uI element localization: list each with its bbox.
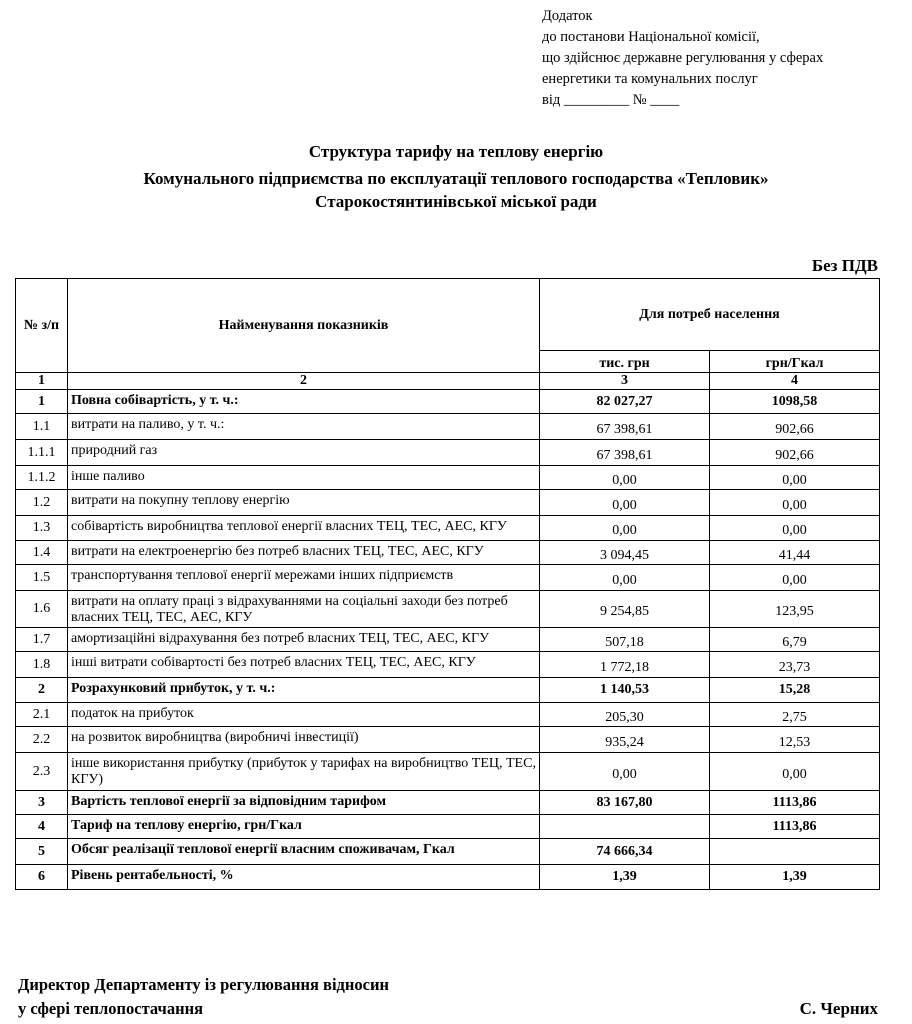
table-row	[16, 390, 880, 414]
row-name: витрати на електроенергію без потреб власних ТЕЦ, ТЕС, АЕС, КГУ	[68, 541, 540, 565]
row-number: 1.1.1	[16, 440, 68, 466]
row-number: 2.1	[16, 703, 68, 727]
row-value-uah-per-gcal: 902,66	[710, 440, 880, 466]
row-number: 1.7	[16, 628, 68, 652]
row-value-uah-per-gcal: 1098,58	[710, 390, 880, 414]
header-number: № з/п	[16, 279, 68, 373]
row-number: 1.1.2	[16, 466, 68, 490]
row-value-uah-per-gcal: 1113,86	[710, 791, 880, 815]
tariff-table	[15, 278, 880, 890]
column-number-2: 2	[68, 373, 540, 390]
row-number: 5	[16, 839, 68, 865]
table-row	[16, 753, 880, 791]
annex-line: Додаток	[542, 8, 593, 24]
row-name: Обсяг реалізації теплової енергії власним споживачам, Гкал	[68, 839, 540, 865]
row-value-uah-per-gcal: 0,00	[710, 466, 880, 490]
row-name: Рівень рентабельності, %	[68, 865, 540, 890]
row-name: Вартість теплової енергії за відповідним тарифом	[68, 791, 540, 815]
row-number: 4	[16, 815, 68, 839]
row-number: 1	[16, 390, 68, 414]
row-value-uah-per-gcal: 0,00	[710, 516, 880, 541]
row-name: податок на прибуток	[68, 703, 540, 727]
row-name: інше паливо	[68, 466, 540, 490]
row-name: витрати на паливо, у т. ч.:	[68, 414, 540, 440]
header-unit-thousand-uah: тис. грн	[540, 351, 710, 373]
row-name: витрати на оплату праці з відрахуваннями на соціальні заходи без потреб власних ТЕЦ, ТЕС, АЕС, КГУ	[68, 591, 540, 628]
row-value-thousand-uah: 1 140,53	[540, 678, 710, 703]
signatory-title: Директор Департаменту із регулювання відносин	[18, 975, 389, 994]
row-number: 1.1	[16, 414, 68, 440]
header-name: Найменування показників	[68, 279, 540, 373]
row-number: 1.5	[16, 565, 68, 591]
row-name: витрати на покупну теплову енергію	[68, 490, 540, 516]
row-value-uah-per-gcal	[710, 839, 880, 865]
row-name: транспортування теплової енергії мережами інших підприємств	[68, 565, 540, 591]
table-row	[16, 865, 880, 890]
row-value-thousand-uah: 67 398,61	[540, 440, 710, 466]
table-row	[16, 490, 880, 516]
row-number: 2.3	[16, 753, 68, 791]
table-row	[16, 414, 880, 440]
signatory-department: у сфері теплопостачання	[18, 999, 204, 1018]
table-row	[16, 727, 880, 753]
annex-line: що здійснює державне регулювання у сферах	[542, 50, 824, 66]
table-row	[16, 678, 880, 703]
row-number: 1.2	[16, 490, 68, 516]
row-value-uah-per-gcal: 2,75	[710, 703, 880, 727]
row-value-thousand-uah: 3 094,45	[540, 541, 710, 565]
row-value-thousand-uah: 0,00	[540, 565, 710, 591]
row-value-thousand-uah: 9 254,85	[540, 591, 710, 628]
row-name: природний газ	[68, 440, 540, 466]
row-name: Тариф на теплову енергію, грн/Гкал	[68, 815, 540, 839]
table-row	[16, 703, 880, 727]
row-name: Повна собівартість, у т. ч.:	[68, 390, 540, 414]
row-value-thousand-uah: 74 666,34	[540, 839, 710, 865]
row-value-uah-per-gcal: 6,79	[710, 628, 880, 652]
row-value-uah-per-gcal: 0,00	[710, 753, 880, 791]
row-value-thousand-uah: 1,39	[540, 865, 710, 890]
annex-line: до постанови Національної комісії,	[542, 29, 760, 45]
annex-line: від _________ № ____	[542, 92, 680, 108]
column-number-4: 4	[710, 373, 880, 390]
row-number: 2.2	[16, 727, 68, 753]
header-group: Для потреб населення	[540, 279, 880, 351]
table-row	[16, 652, 880, 678]
table-row	[16, 466, 880, 490]
row-number: 2	[16, 678, 68, 703]
row-value-uah-per-gcal: 15,28	[710, 678, 880, 703]
row-name: собівартість виробництва теплової енергії власних ТЕЦ, ТЕС, АЕС, КГУ	[68, 516, 540, 541]
row-value-uah-per-gcal: 0,00	[710, 490, 880, 516]
row-name: інші витрати собівартості без потреб власних ТЕЦ, ТЕС, АЕС, КГУ	[68, 652, 540, 678]
row-value-thousand-uah: 507,18	[540, 628, 710, 652]
row-value-uah-per-gcal: 23,73	[710, 652, 880, 678]
row-value-thousand-uah: 82 027,27	[540, 390, 710, 414]
row-value-thousand-uah: 67 398,61	[540, 414, 710, 440]
row-value-thousand-uah: 0,00	[540, 490, 710, 516]
row-value-thousand-uah: 935,24	[540, 727, 710, 753]
row-number: 1.4	[16, 541, 68, 565]
annex-line: енергетики та комунальних послуг	[542, 71, 758, 87]
row-number: 1.3	[16, 516, 68, 541]
organization-name: Комунального підприємства по експлуатації теплового господарства «Тепловик»	[143, 169, 769, 188]
row-name: Розрахунковий прибуток, у т. ч.:	[68, 678, 540, 703]
row-value-uah-per-gcal: 902,66	[710, 414, 880, 440]
row-value-uah-per-gcal: 123,95	[710, 591, 880, 628]
table-row	[16, 791, 880, 815]
row-number: 6	[16, 865, 68, 890]
row-value-thousand-uah: 0,00	[540, 466, 710, 490]
row-value-thousand-uah: 0,00	[540, 516, 710, 541]
signatory-name: С. Черних	[799, 999, 878, 1018]
row-value-uah-per-gcal: 41,44	[710, 541, 880, 565]
table-row	[16, 815, 880, 839]
column-number-1: 1	[16, 373, 68, 390]
row-value-thousand-uah: 205,30	[540, 703, 710, 727]
table-row	[16, 565, 880, 591]
row-value-thousand-uah: 0,00	[540, 753, 710, 791]
table-row	[16, 440, 880, 466]
row-value-thousand-uah: 83 167,80	[540, 791, 710, 815]
row-value-uah-per-gcal: 1,39	[710, 865, 880, 890]
table-row	[16, 516, 880, 541]
table-row	[16, 628, 880, 652]
table-row	[16, 541, 880, 565]
row-number: 1.6	[16, 591, 68, 628]
row-value-thousand-uah	[540, 815, 710, 839]
table-row	[16, 591, 880, 628]
vat-note: Без ПДВ	[811, 256, 878, 275]
annex-block	[542, 6, 823, 111]
table-row	[16, 839, 880, 865]
document-title: Структура тарифу на теплову енергію	[308, 142, 604, 161]
row-name: на розвиток виробництва (виробничі інвестиції)	[68, 727, 540, 753]
row-value-uah-per-gcal: 1113,86	[710, 815, 880, 839]
row-value-uah-per-gcal: 12,53	[710, 727, 880, 753]
row-number: 1.8	[16, 652, 68, 678]
row-name: інше використання прибутку (прибуток у тарифах на виробництво ТЕЦ, ТЕС, КГУ)	[68, 753, 540, 791]
row-name: амортизаційні відрахування без потреб власних ТЕЦ, ТЕС, АЕС, КГУ	[68, 628, 540, 652]
row-value-thousand-uah: 1 772,18	[540, 652, 710, 678]
header-unit-uah-per-gcal: грн/Гкал	[710, 351, 880, 373]
row-number: 3	[16, 791, 68, 815]
organization-subtitle: Старокостянтинівської міської ради	[315, 192, 597, 211]
row-value-uah-per-gcal: 0,00	[710, 565, 880, 591]
column-number-3: 3	[540, 373, 710, 390]
